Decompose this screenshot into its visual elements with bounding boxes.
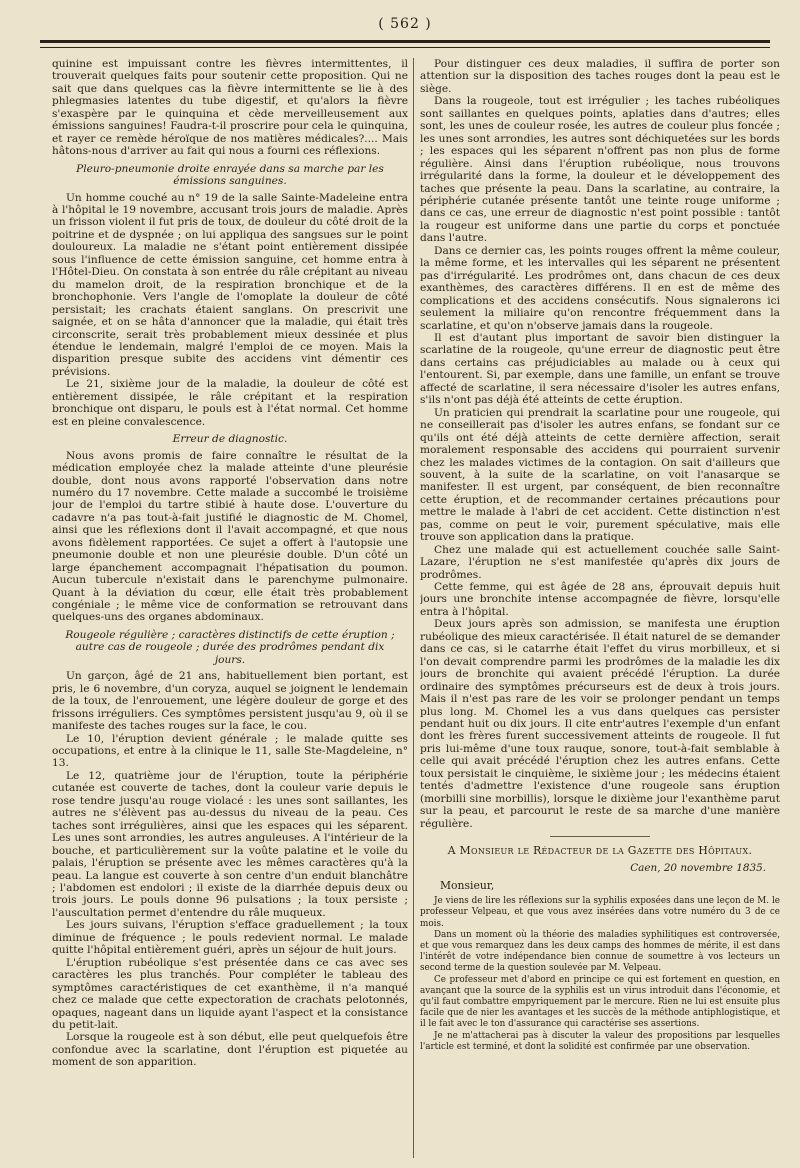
paragraph: Dans la rougeole, tout est irrégulier ; les taches rubéoliques sont saillantes en quelques points, aplaties dans d'autres; elles sont, les unes de couleur rosée, les autres de couleur plus foncée ; les unes sont arrondies, les autres sont déchiquetées sur les bords ; les espaces qui les séparent n'offrent pas non plus de forme régulière. Ainsi dans l'éruption rubéolique, nous trouvons irrégularité dans la forme, la douleur et le développement des taches que présente la peau. Dans la scarlatine, au contraire, la périphérie cutanée présente tantôt une teinte rouge uniforme ; dans ce cas, une erreur de diagnostic n'est point possible : tantôt la rougeur est uniforme dans une partie du corps et ponctuée dans l'autre.	[420, 95, 780, 245]
paragraph: Les jours suivans, l'éruption s'efface graduellement ; la toux diminue de fréquence ; le pouls redevient normal. Le malade quitte l'hôpital entièrement guéri, après un séjour de huit jours.	[52, 919, 408, 957]
paragraph: Le 10, l'éruption devient générale ; le malade quitte ses occupations, et entre à la clinique le 11, salle Ste-Magdeleine, n° 13.	[52, 732, 408, 770]
paragraph: Nous avons promis de faire connaître le résultat de la médication employée chez la malade atteinte d'une pleurésie double, dont nous avons rapporté l'observation dans notre numéro du 17 novembre. Cette malade a succombé le troisième jour de l'emploi du tartre stibié à haute dose. L'ouverture du cadavre n'a pas tout-à-fait justifié le diagnostic de M. Chomel, ainsi que les réflexions dont il l'avait accompagné, et que nous avons fidèlement rapportées. Ce sujet a offert à l'autopsie une pneumonie double et non une pleurésie double. D'un côté un large épanchement accompagnait l'hépatisation du poumon. Aucun tubercule n'existait dans le parenchyme pulmonaire. Quant à la déviation du cœur, elle était très probablement congéniale ; le même vice de conformation se retrouvant dans quelques-uns des organes abdominaux.	[52, 449, 408, 624]
letter-heading: A Monsieur le Rédacteur de la Gazette des Hôpitaux.	[447, 844, 753, 858]
left-column	[52, 58, 408, 1158]
letter-paragraph: Je viens de lire les réflexions sur la syphilis exposées dans une leçon de M. le professeur Velpeau, et que vous avez insérées dans votre numéro du 3 de ce mois.	[420, 896, 780, 929]
letter-place-date: Caen, 20 novembre 1835.	[630, 862, 766, 875]
section-rule	[550, 836, 651, 837]
paragraph: L'éruption rubéolique s'est présentée dans ce cas avec ses caractères les plus tranchés. Pour compléter le tableau des symptômes caractéristiques de cet exanthème, il n'a manqué chez ce malade que cette expectoration de crachats pelotonnés, opaques, nageant dans un liquide ayant l'aspect et la consistance du petit-lait.	[52, 956, 408, 1031]
right-column	[420, 58, 780, 1158]
paragraph: Pour distinguer ces deux maladies, il suffira de porter son attention sur la disposition des taches rouges dont la peau est le siège.	[420, 58, 780, 95]
paragraph: Chez une malade qui est actuellement couchée salle Saint-Lazare, l'éruption ne s'est manifestée qu'après dix jours de prodrômes.	[420, 543, 780, 581]
paragraph: Le 21, sixième jour de la maladie, la douleur de côté est entièrement dissipée, le râle crépitant et la respiration bronchique ont disparu, le pouls est à l'état normal. Cet homme est en pleine convalescence.	[52, 378, 408, 428]
paragraph: quinine est impuissant contre les fièvres intermittentes, il trouverait quelques faits pour soutenir cette proposition. Qui ne sait que dans quelques cas la fièvre intermittente se lie à des phlegmasies latentes du tube digestif, et qu'alors la fièvre s'exaspère par le quinquina et cède merveilleusement aux émissions sanguines! Faudra-t-il proscrire pour cela le quinquina, et rayer ce remède héroïque de nos matières médicales?.... Mais hâtons-nous d'arriver au fait qui nous a fourni ces réflexions.	[52, 58, 408, 158]
paragraph: Un homme couché au n° 19 de la salle Sainte-Madeleine entra à l'hôpital le 19 novembre, accusant trois jours de maladie. Après un frisson violent il fut pris de toux, de douleur du côté droit de la poitrine et de dyspnée ; on lui appliqua des sangsues sur le point douloureux. La maladie ne s'étant point entièrement dissipée sous l'influence de cette émission sanguine, cet homme entra à l'Hôtel-Dieu. On constata à son entrée du râle crépitant au niveau du mamelon droit, de la respiration bronchique et de la bronchophonie. Vers l'angle de l'omoplate la douleur de côté persistait; les crachats étaient sanglans. On prescrivit une saignée, et on se hâta d'annoncer que la maladie, qui était très circonscrite, serait très probablement mieux dessinée et plus étendue le lendemain, malgré l'emploi de ce moyen. Mais la disparition presque subite des accidens vint démentir ces prévisions.	[52, 191, 408, 378]
paragraph: Lorsque la rougeole est à son début, elle peut quelquefois être confondue avec la scarlatine, dont l'éruption est piquetée au moment de son apparition.	[52, 1031, 408, 1069]
paragraph: Un garçon, âgé de 21 ans, habituellement bien portant, est pris, le 6 novembre, d'un coryza, auquel se joignent le lendemain de la toux, de l'enrouement, une légère douleur de gorge et des frissons irréguliers. Ces symptômes persistent jusqu'au 9, où il se manifeste des taches rouges sur la face, le cou.	[52, 670, 408, 733]
paragraph: Le 12, quatrième jour de l'éruption, toute la périphérie cutanée est couverte de taches, dont la couleur varie depuis le rose tendre jusqu'au rouge violacé : les unes sont saillantes, les autres ne s'élèvent pas au-dessus du niveau de la peau. Ces taches sont irrégulières, ainsi que les espaces qui les séparent. Les unes sont arrondies, les autres anguleuses. A l'intérieur de la bouche, et particulièrement sur la voûte palatine et le voile du palais, l'éruption se présente avec les mêmes caractères qu'à la peau. La langue est couverte à son centre d'un enduit blanchâtre ; l'abdomen est endolori ; il existe de la diarrhée depuis deux ou trois jours. Le pouls donne 96 pulsations ; la toux persiste ; l'auscultation permet d'entendre du râle muqueux.	[52, 769, 408, 919]
paragraph: Deux jours après son admission, se manifesta une éruption rubéolique des mieux caractérisée. Il était naturel de se demander dans ce cas, si le catarrhe était l'effet du virus morbilleux, et si l'on devait comprendre parmi les prodrômes de la maladie les dix jours de bronchite qui avaient précédé l'éruption. La durée ordinaire des symptômes précurseurs est de deux à trois jours. Mais il n'est pas rare de les voir se prolonger pendant un temps plus long. M. Chomel les a vus dans quelques cas persister pendant huit ou dix jours. Il cite entr'autres l'exemple d'un enfant dont les frères furent successivement atteints de rougeole. Il fut pris lui-même d'une toux rauque, sonore, tout-à-fait semblable à celle qui avait précédé l'éruption chez les autres enfans. Cette toux persistait le cinquième, le sixième jour ; les médecins étaient tentés d'admettre l'existence d'une rougeole sans éruption (morbilli sine morbillis), lorsque le dixième jour l'exanthème parut sur la peau, et parcourut le reste de sa marche d'une manière régulière.	[420, 618, 780, 830]
letter-paragraph: Je ne m'attacherai pas à discuter la valeur des propositions par lesquelles l'article est terminé, et dont la solidité est confirmée par une observation.	[420, 1030, 780, 1052]
section-heading: Pleuro-pneumonie droite enrayée dans sa marche par les émissions sanguines.	[76, 162, 384, 188]
section-heading: Rougeole régulière ; caractères distinctifs de cette éruption ; autre cas de rougeole ; durée des prodrômes pendant dix jours.	[65, 628, 395, 666]
column-divider	[413, 58, 414, 1158]
paragraph: Dans ce dernier cas, les points rouges offrent la même couleur, la même forme, et les intervalles qui les séparent ne présentent pas d'irrégularité. Les prodrômes ont, dans chacun de ces deux exanthèmes, des caractères différens. Il en est de même des complications et des accidens consécutifs. Nous signalerons ici seulement la miliaire qu'on rencontre fréquemment dans la scarlatine, et qu'on n'observe jamais dans la rougeole.	[420, 244, 780, 332]
header-rule-thin	[40, 47, 770, 48]
letter-paragraph: Dans un moment où la théorie des maladies syphilitiques est controversée, et que vous remarquez dans les deux camps des hommes de mérite, il est dans l'intérêt de votre indépendance bien connue de soumettre à vos lecteurs un second terme de la question soulevée par M. Velpeau.	[420, 929, 780, 974]
paragraph: Cette femme, qui est âgée de 28 ans, éprouvait depuis huit jours une bronchite intense accompagnée de fièvre, lorsqu'elle entra à l'hôpital.	[420, 581, 780, 618]
section-heading: Erreur de diagnostic.	[172, 433, 288, 446]
page-header	[40, 14, 770, 58]
paragraph: Il est d'autant plus important de savoir bien distinguer la scarlatine de la rougeole, qu'une erreur de diagnostic peut être dans certains cas préjudiciables au malade ou à ceux qui l'entourent. Si, par exemple, dans une famille, un enfant se trouve affecté de scarlatine, il sera nécessaire d'isoler les autres enfans, s'ils n'ont pas déjà été atteints de cette éruption.	[420, 331, 780, 407]
letter-salutation: Monsieur,	[440, 879, 495, 893]
page-number: ( 562 )	[378, 16, 432, 32]
letter-paragraph: Ce professeur met d'abord en principe ce qui est fortement en question, en avançant que la source de la syphilis est un virus introduit dans l'économie, et qu'il faut combattre empyriquement par le mercure. Rien ne lui est ensuite plus facile que de nier les avantages et les succès de la méthode antiphlogistique, et il le fait avec le ton d'assurance qui caractérise ses assertions.	[420, 974, 780, 1030]
paragraph: Un praticien qui prendrait la scarlatine pour une rougeole, qui ne conseillerait pas d'isoler les autres enfans, se fondant sur ce qu'ils ont été déjà atteints de cette dernière affection, serait moralement responsable des accidens qui pourraient survenir chez les malades victimes de la contagion. On sait d'ailleurs que souvent, à la suite de la scarlatine, on voit l'anasarque se manifester. Il est urgent, par conséquent, de bien reconnaître cette éruption, et de recommander certaines précautions pour mettre le malade à l'abri de cet accident. Cette distinction n'est pas, comme on peut le voir, purement spéculative, mais elle trouve son application dans la pratique.	[420, 406, 780, 544]
header-rule-thick	[40, 40, 770, 43]
